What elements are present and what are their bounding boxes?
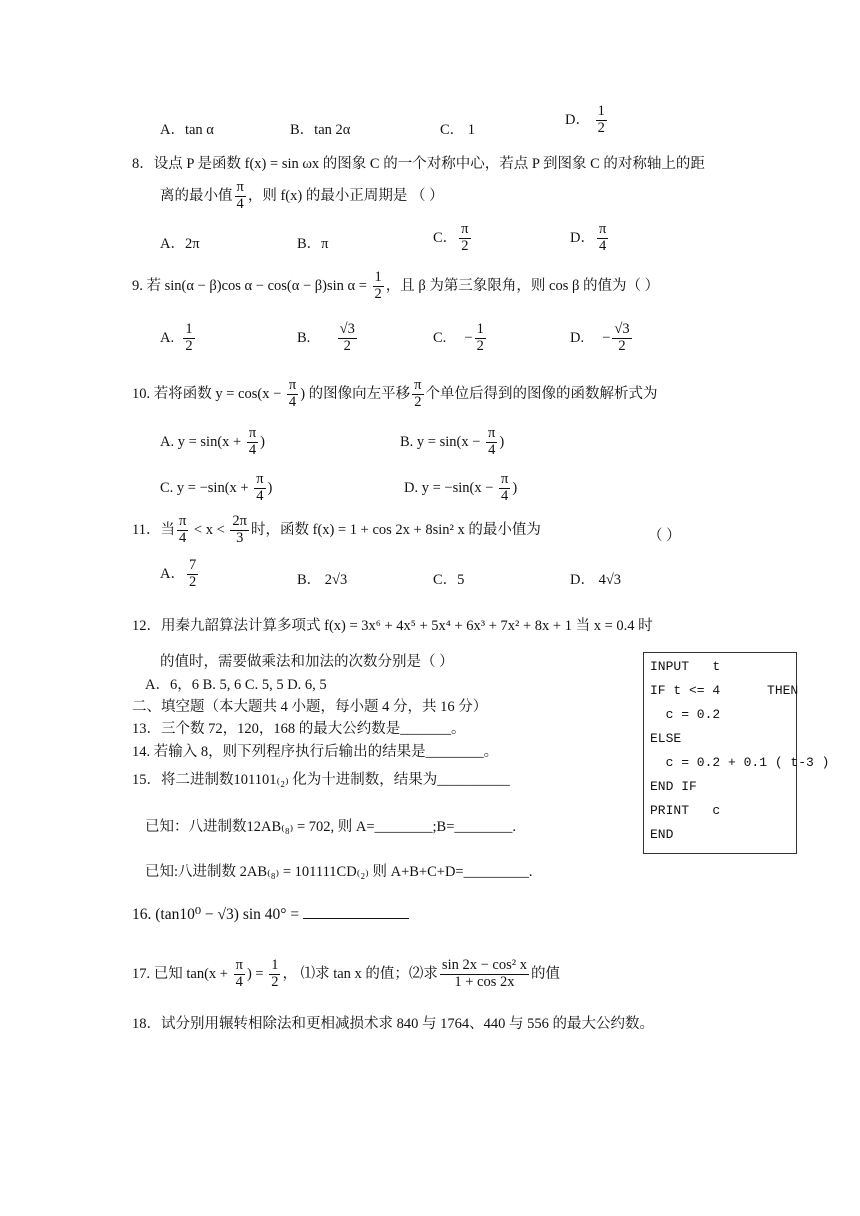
code-line: END IF (650, 779, 697, 794)
q7-option-c: C． 1 (440, 122, 476, 138)
q11-option-a: A． $\frac{7}{2}$ (160, 557, 197, 590)
q9-option-b: B. $\frac{√3}{2}$ (297, 321, 355, 354)
q8-line2: 离的最小值 $\frac{\pi}{4}$ ，则 f(x) 的最小正周期是 （ ） (160, 179, 444, 212)
q8-line1: 8．设点 P 是函数 f(x) = sin ωx 的图象 C 的一个对称中心，若点 P 到图象 C 的对称轴上的距 (132, 156, 705, 172)
code-line: IF t <= 4 THEN (650, 683, 799, 698)
q13: 13．三个数 72，120，168 的最大公约数是_______。 (132, 721, 466, 737)
q15-line1: 15．将二进制数101101₍₂₎ 化为十进制数，结果为__________ (132, 772, 510, 788)
q11-option-b: B． 2√3 (297, 572, 348, 588)
code-line: END (650, 827, 674, 842)
q12-line1: 12．用秦九韶算法计算多项式 f(x) = 3x⁶ + 4x⁵ + 5x⁴ + 6x³ + 7x² + 8x + 1 当 x = 0.4 时 (132, 618, 653, 634)
q10-option-c: C. y = −sin(x + $\frac{\pi}{4}$ ) (160, 471, 273, 504)
q8-option-b: B．π (297, 236, 329, 252)
q10-option-d: D. y = −sin(x − $\frac{\pi}{4}$ ) (404, 471, 518, 504)
q11-answer-paren: （ ） (648, 528, 681, 544)
q7-option-b: B．tan 2α (290, 122, 351, 138)
q16: 16. (tan10⁰ − √3) sin 40° = (132, 905, 409, 924)
q17: 17. 已知 tan(x + $\frac{\pi}{4}$ ) = $\frac{1}{2}$ ， ⑴求 tan x 的值；⑵求 $\frac{\text{sin 2x − cos² x}}{1 + \cos 2x}$ 的值 (132, 957, 560, 990)
q11-option-c: C．5 (433, 572, 465, 588)
program-code-box (643, 652, 830, 854)
q10-option-b: B. y = sin(x − $\frac{\pi}{4}$ ) (400, 425, 505, 458)
q7-option-a: A．tan α (160, 122, 214, 138)
section-title: 二、填空题（本大题共 4 小题，每小题 4 分，共 16 分） (132, 699, 488, 715)
q11-option-d: D． 4√3 (570, 572, 622, 588)
q9-option-d: D. − $\frac{√3}{2}$ (570, 321, 630, 354)
q12-line2: 的值时，需要做乘法和加法的次数分别是（ ） (160, 654, 454, 670)
q8-option-d: D． $\frac{\pi}{4}$ (570, 221, 607, 254)
q18: 18．试分别用辗转相除法和更相减损术求 840 与 1764、440 与 556 的最大公约数。 (132, 1016, 654, 1032)
q15-line2: 已知：八进制数12AB₍₈₎ = 702, 则 A=________;B=________. (145, 819, 517, 835)
q9-option-c: C. − $\frac{1}{2}$ (433, 321, 484, 354)
q7-d-fraction: $\frac{1}{2}$ (597, 103, 605, 136)
q8-option-a: A．2π (160, 236, 200, 252)
code-line: c = 0.2 (650, 707, 721, 722)
q8-fraction: $\frac{\pi}{4}$ (236, 179, 244, 212)
q15-line3: 已知:八进制数 2AB₍₈₎ = 101111CD₍₂₎ 则 A+B+C+D=_________. (145, 864, 533, 880)
code-line: PRINT c (650, 803, 721, 818)
code-line: ELSE (650, 731, 682, 746)
code-line: c = 0.2 + 0.1 ( t-3 ) (650, 755, 830, 770)
q8-option-c: C． $\frac{\pi}{2}$ (433, 221, 469, 254)
q10-stem: 10. 若将函数 y = cos(x − $\frac{\pi}{4}$ ) 的图像向左平移 $\frac{\pi}{2}$ 个单位后得到的图像的函数解析式为 (132, 377, 658, 410)
q14: 14. 若输入 8，则下列程序执行后输出的结果是________。 (132, 744, 499, 760)
q9-option-a: A. $\frac{1}{2}$ (160, 321, 193, 354)
code-line: INPUT t (650, 659, 721, 674)
q10-option-a: A. y = sin(x + $\frac{\pi}{4}$ ) (160, 425, 265, 458)
q7-option-d: D． $\frac{1}{2}$ (565, 103, 605, 136)
q11-stem: 11．当 $\frac{\pi}{4}$ < x < $\frac{2\pi}{3}$ 时，函数 f(x) = 1 + cos 2x + 8sin² x 的最小值为 (132, 513, 541, 546)
q12-options: A．6，6 B. 5, 6 C. 5, 5 D. 6, 5 (145, 677, 327, 693)
q9-stem: 9. 若 sin(α − β)cos α − cos(α − β)sin α = $\frac{1}{2}$ ，且 β 为第三象限角，则 cos β 的值为（ ） (132, 269, 660, 302)
q16-answer-blank (303, 918, 409, 919)
